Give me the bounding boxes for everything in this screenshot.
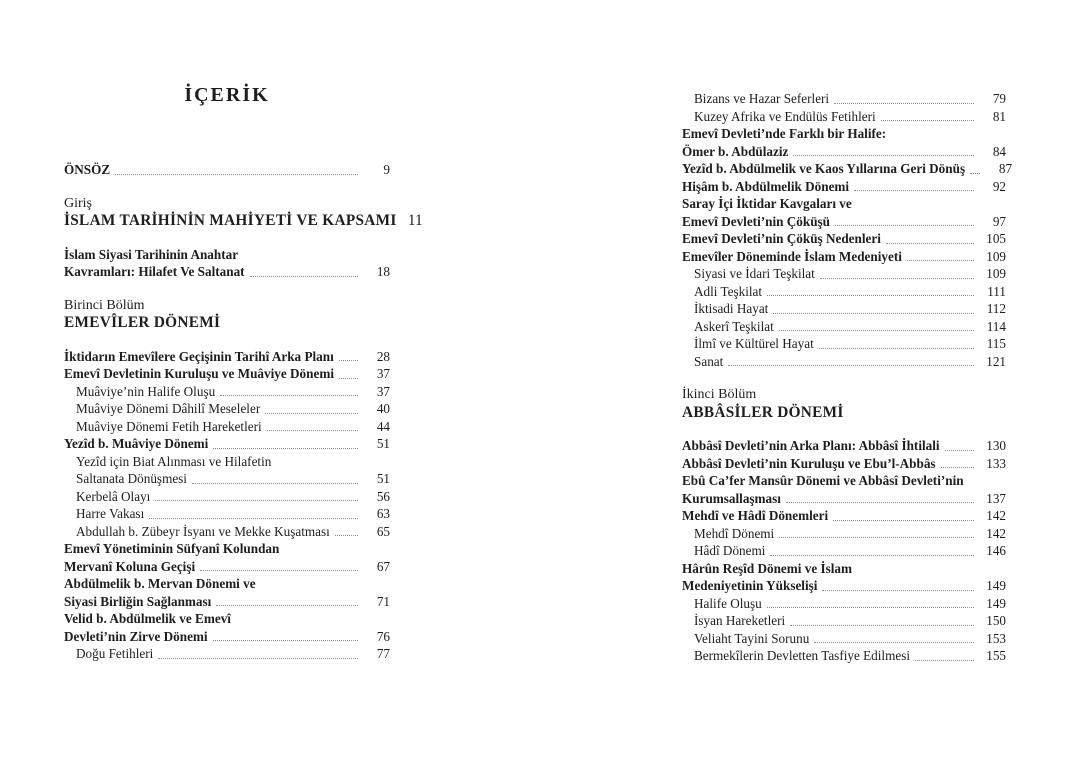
toc-entry xyxy=(64,348,390,366)
toc-entry-text: EMEVÎLER DÖNEMİ xyxy=(64,314,221,331)
dot-leader xyxy=(822,590,974,591)
toc-entry-page-number: 37 xyxy=(376,366,390,381)
toc-column-left xyxy=(64,161,423,663)
toc-entry-page-number: 56 xyxy=(376,488,390,504)
toc-entry-page-number: 92 xyxy=(992,178,1006,194)
dot-leader xyxy=(915,660,974,661)
dot-leader xyxy=(790,625,974,626)
toc-entry-page-number: 9 xyxy=(383,162,390,177)
toc-entry-text: Adli Teşkilat xyxy=(694,283,763,299)
toc-entry-text: Abbâsî Devleti’nin Kuruluşu ve Ebu’l-Abbâs xyxy=(682,455,936,471)
toc-entry-page-number: 18 xyxy=(376,264,390,279)
toc-entry xyxy=(682,160,1013,178)
toc-entry xyxy=(64,161,390,179)
dot-leader xyxy=(941,467,974,468)
toc-entry-text: Doğu Fetihleri xyxy=(76,646,154,661)
toc-entry xyxy=(682,455,1006,473)
dot-leader xyxy=(786,502,974,503)
toc-entry-text: Bermekîlerin Devletten Tasfiye Edilmesi xyxy=(694,648,910,663)
toc-entry-text: Kurumsallaşması xyxy=(682,490,781,506)
toc-entry xyxy=(682,195,1006,213)
toc-entry-text: Emevî Yönetiminin Süfyanî Kolundan xyxy=(64,541,280,556)
dot-leader xyxy=(192,483,358,484)
dot-leader xyxy=(213,640,358,641)
toc-entry xyxy=(682,213,1006,231)
toc-entry xyxy=(682,560,1006,578)
toc-entry xyxy=(682,577,1006,595)
toc-entry xyxy=(682,525,1006,543)
toc-entry-text: Halife Oluşu xyxy=(694,595,762,611)
toc-entry xyxy=(64,593,390,611)
toc-entry xyxy=(64,575,390,593)
toc-entry-page-number: 76 xyxy=(376,628,390,644)
toc-entry xyxy=(64,365,390,383)
dot-leader xyxy=(339,378,358,379)
toc-entry-text: Kuzey Afrika ve Endülüs Fetihleri xyxy=(694,108,876,124)
toc-entry-page-number: 142 xyxy=(986,525,1006,541)
toc-entry xyxy=(64,246,390,264)
toc-entry xyxy=(682,404,1006,422)
toc-entry-page-number: 87 xyxy=(998,161,1013,176)
toc-entry-text: Hârûn Reşîd Dönemi ve İslam xyxy=(682,560,852,576)
dot-leader xyxy=(155,500,358,501)
toc-entry xyxy=(682,630,1006,648)
toc-entry-page-number: 84 xyxy=(992,143,1006,159)
dot-leader xyxy=(793,155,974,156)
toc-entry-page-number: 133 xyxy=(986,455,1006,471)
toc-entry-text: Kerbelâ Olayı xyxy=(76,488,151,504)
toc-entry-text: Muâviye Dönemi Dâhilî Meseleler xyxy=(76,401,261,416)
toc-entry-page-number: 77 xyxy=(376,646,390,661)
toc-entry xyxy=(682,318,1006,336)
toc-entry xyxy=(682,490,1006,508)
dot-leader xyxy=(267,430,358,431)
toc-entry-text: Ömer b. Abdülaziz xyxy=(682,143,789,159)
toc-entry-text: Birinci Bölüm xyxy=(64,297,145,313)
dot-leader xyxy=(835,225,974,226)
toc-entry-text: Abbâsî Devleti’nin Arka Planı: Abbâsî İhtilali xyxy=(682,438,940,453)
toc-entry-page-number: 71 xyxy=(376,593,390,609)
toc-entry-text: Siyasi ve İdari Teşkilat xyxy=(694,266,815,281)
toc-entry-text: İkinci Bölüm xyxy=(682,387,757,402)
toc-entry-text: İSLAM TARİHİNİN MAHİYETİ VE KAPSAMI xyxy=(64,212,397,229)
toc-entry xyxy=(682,283,1006,301)
toc-entry-page-number: 115 xyxy=(986,336,1006,351)
toc-entry-page-number: 65 xyxy=(376,523,390,539)
toc-entry-text: Saray İçi İktidar Kavgaları ve xyxy=(682,196,852,211)
toc-entry-page-number: 121 xyxy=(986,353,1006,369)
toc-entry xyxy=(682,90,1006,108)
toc-entry xyxy=(64,470,390,488)
toc-entry xyxy=(682,300,1006,318)
toc-entry xyxy=(64,400,390,418)
dot-leader xyxy=(149,518,358,519)
toc-entry-page-number: 153 xyxy=(986,630,1006,646)
toc-entry-page-number: 149 xyxy=(986,595,1006,611)
toc-entry-text: Mehdî ve Hâdî Dönemleri xyxy=(682,508,829,523)
toc-entry-page-number: 112 xyxy=(986,301,1006,316)
dot-leader xyxy=(158,658,358,659)
toc-entry xyxy=(64,505,390,523)
dot-leader xyxy=(819,348,974,349)
toc-entry-text: Velid b. Abdülmelik ve Emevî xyxy=(64,611,231,626)
toc-entry-text: Muâviye’nin Halife Oluşu xyxy=(76,383,216,399)
dot-leader xyxy=(220,395,358,396)
dot-leader xyxy=(115,174,358,175)
dot-leader xyxy=(945,450,974,451)
dot-leader xyxy=(854,190,974,191)
toc-entry-text: Ebû Ca’fer Mansûr Dönemi ve Abbâsî Devleti’nin xyxy=(682,473,964,488)
dot-leader xyxy=(767,607,974,608)
toc-entry-text: Emevî Devletinin Kuruluşu ve Muâviye Dönemi xyxy=(64,366,334,381)
toc-entry xyxy=(682,335,1006,353)
toc-entry xyxy=(682,353,1006,371)
toc-entry-page-number: 40 xyxy=(376,401,390,416)
toc-entry-text: Saltanata Dönüşmesi xyxy=(76,471,187,486)
toc-entry-text: Yezîd için Biat Alınması ve Hilafetin xyxy=(76,453,272,469)
toc-entry-text: Sanat xyxy=(694,353,724,369)
dot-leader xyxy=(213,448,358,449)
toc-entry-text: İsyan Hareketleri xyxy=(694,613,786,628)
dot-leader xyxy=(814,642,974,643)
toc-entry-page-number: 51 xyxy=(376,436,390,451)
toc-entry xyxy=(682,178,1006,196)
toc-entry xyxy=(64,540,390,558)
toc-entry-text: Veliaht Tayini Sorunu xyxy=(694,630,810,646)
toc-entry-page-number: 114 xyxy=(986,318,1006,334)
toc-entry-text: Abdullah b. Zübeyr İsyanı ve Mekke Kuşatması xyxy=(76,523,330,539)
dot-leader xyxy=(265,413,358,414)
dot-leader xyxy=(335,535,358,536)
toc-entry xyxy=(64,195,390,213)
toc-entry-text: Harre Vakası xyxy=(76,506,145,521)
toc-entry xyxy=(64,297,390,315)
toc-entry xyxy=(682,507,1006,525)
dot-leader xyxy=(834,103,974,104)
toc-entry xyxy=(64,212,423,230)
toc-entry-text: Emevîler Döneminde İslam Medeniyeti xyxy=(682,248,902,264)
toc-entry xyxy=(682,265,1006,283)
toc-entry xyxy=(682,595,1006,613)
toc-entry-text: Abdülmelik b. Mervan Dönemi ve xyxy=(64,576,256,591)
toc-entry-text: Muâviye Dönemi Fetih Hareketleri xyxy=(76,418,262,434)
dot-leader xyxy=(339,360,358,361)
toc-entry-page-number: 97 xyxy=(992,213,1006,229)
toc-entry-text: İktisadi Hayat xyxy=(694,301,769,316)
toc-entry xyxy=(682,542,1006,560)
toc-entry xyxy=(64,418,390,436)
toc-entry xyxy=(682,143,1006,161)
toc-entry-page-number: 81 xyxy=(992,108,1006,124)
toc-entry-text: Emevî Devleti’nde Farklı bir Halife: xyxy=(682,126,887,141)
toc-entry xyxy=(64,628,390,646)
toc-entry xyxy=(682,437,1006,455)
toc-entry xyxy=(64,558,390,576)
toc-entry-text: Askerî Teşkilat xyxy=(694,318,774,334)
toc-entry-text: İktidarın Emevîlere Geçişinin Tarihî Arka Planı xyxy=(64,348,334,364)
toc-entry-text: Yezîd b. Muâviye Dönemi xyxy=(64,436,209,451)
toc-entry-text: ÖNSÖZ xyxy=(64,162,111,177)
toc-entry xyxy=(64,435,390,453)
toc-entry-page-number: 37 xyxy=(376,383,390,399)
toc-entry xyxy=(682,108,1006,126)
toc-entry xyxy=(64,453,390,471)
toc-entry-text: Emevî Devleti’nin Çöküşü xyxy=(682,213,831,229)
toc-entry-page-number: 111 xyxy=(987,283,1006,299)
toc-entry-page-number: 150 xyxy=(986,613,1006,628)
toc-entry-page-number: 130 xyxy=(986,438,1006,453)
toc-entry-text: Giriş xyxy=(64,195,92,211)
toc-entry-text: İlmî ve Kültürel Hayat xyxy=(694,336,814,351)
toc-entry-text: Siyasi Birliğin Sağlanması xyxy=(64,593,212,609)
toc-entry xyxy=(64,645,390,663)
dot-leader xyxy=(216,605,358,606)
toc-entry-page-number: 105 xyxy=(986,231,1006,246)
toc-entry-text: Bizans ve Hazar Seferleri xyxy=(694,91,830,106)
toc-entry xyxy=(682,230,1006,248)
toc-entry-text: Yezîd b. Abdülmelik ve Kaos Yıllarına Geri Dönüş xyxy=(682,161,966,176)
toc-entry-text: Hişâm b. Abdülmelik Dönemi xyxy=(682,178,850,194)
toc-entry-text: Emevî Devleti’nin Çöküş Nedenleri xyxy=(682,231,881,246)
toc-entry-text: Kavramları: Hilafet Ve Saltanat xyxy=(64,264,245,279)
dot-leader xyxy=(200,570,358,571)
toc-entry xyxy=(682,612,1006,630)
page-title: İÇERİK xyxy=(184,84,270,106)
toc-entry-page-number: 67 xyxy=(376,558,390,574)
toc-entry xyxy=(64,610,390,628)
dot-leader xyxy=(907,260,974,261)
dot-leader xyxy=(970,173,980,174)
toc-entry-text: Mehdî Dönemi xyxy=(694,525,775,541)
dot-leader xyxy=(728,365,974,366)
dot-leader xyxy=(886,243,974,244)
dot-leader xyxy=(773,313,974,314)
toc-entry-text: Mervanî Koluna Geçişi xyxy=(64,558,196,574)
toc-entry-page-number: 51 xyxy=(376,471,390,486)
toc-entry-page-number: 79 xyxy=(992,91,1006,106)
toc-entry-text: ABBÂSİLER DÖNEMİ xyxy=(682,403,844,421)
toc-entry xyxy=(682,386,1006,404)
toc-entry-page-number: 109 xyxy=(986,248,1006,264)
toc-entry-page-number: 11 xyxy=(407,212,423,229)
toc-entry-page-number: 155 xyxy=(986,648,1006,663)
toc-entry-text: İslam Siyasi Tarihinin Anahtar xyxy=(64,246,239,262)
toc-entry-text: Devleti’nin Zirve Dönemi xyxy=(64,628,208,644)
toc-column-right xyxy=(682,90,1013,665)
dot-leader xyxy=(767,295,974,296)
toc-entry-page-number: 28 xyxy=(376,348,390,364)
toc-entry xyxy=(682,125,1006,143)
toc-entry xyxy=(64,488,390,506)
dot-leader xyxy=(779,537,974,538)
toc-entry-page-number: 63 xyxy=(376,506,390,521)
dot-leader xyxy=(250,276,358,277)
dot-leader xyxy=(820,278,974,279)
toc-entry-page-number: 109 xyxy=(986,266,1006,281)
toc-entry xyxy=(64,383,390,401)
dot-leader xyxy=(770,555,974,556)
dot-leader xyxy=(881,120,974,121)
toc-entry xyxy=(682,647,1006,665)
toc-entry-page-number: 137 xyxy=(986,490,1006,506)
toc-entry xyxy=(682,472,1006,490)
toc-entry xyxy=(64,523,390,541)
toc-entry-page-number: 146 xyxy=(986,543,1006,558)
dot-leader xyxy=(833,520,974,521)
toc-entry-text: Medeniyetinin Yükselişi xyxy=(682,578,818,593)
toc-entry-text: Hâdî Dönemi xyxy=(694,543,766,558)
toc-entry-page-number: 149 xyxy=(986,578,1006,593)
toc-entry xyxy=(682,248,1006,266)
toc-entry-page-number: 142 xyxy=(986,508,1006,523)
toc-entry-page-number: 44 xyxy=(376,418,390,434)
toc-entry xyxy=(64,314,390,332)
dot-leader xyxy=(779,330,974,331)
toc-entry xyxy=(64,263,390,281)
